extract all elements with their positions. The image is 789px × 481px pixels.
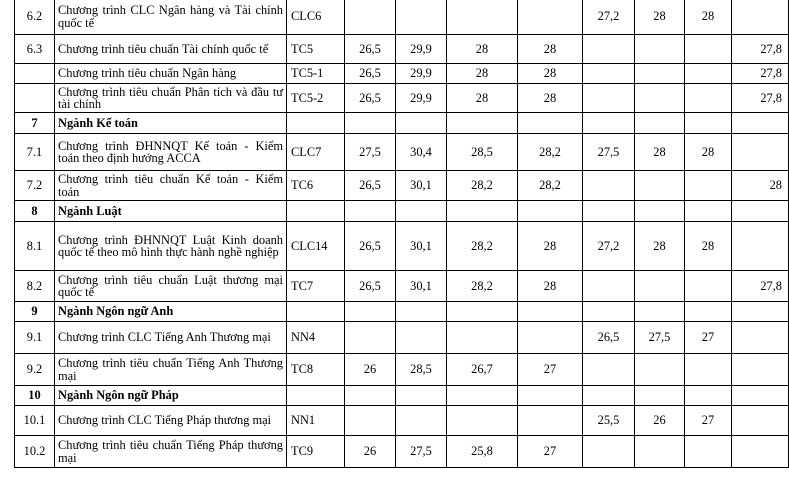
empty-cell (635, 302, 685, 322)
score-cell (345, 0, 396, 35)
score-cell (583, 171, 635, 201)
program-name-cell: Chương trình ĐHNNQT Kế toán - Kiểm toán theo định hướng ACCA (55, 134, 287, 171)
score-cell: 30,4 (396, 134, 447, 171)
table-row (15, 171, 789, 201)
score-cell: 27,5 (345, 134, 396, 171)
table-row (15, 84, 789, 113)
row-number-cell: 9.2 (15, 354, 55, 386)
score-cell (732, 134, 789, 171)
program-name-cell: Chương trình ĐHNNQT Luật Kinh doanh quốc tế theo mô hình thực hành nghề nghiệp (55, 222, 287, 271)
empty-cell (396, 386, 447, 406)
score-cell (396, 406, 447, 436)
score-cell: 28,5 (447, 134, 518, 171)
score-cell: 27 (685, 406, 732, 436)
empty-cell (518, 113, 583, 134)
row-number-cell: 7.2 (15, 171, 55, 201)
program-name-cell: Chương trình tiêu chuẩn Tiếng Anh Thương mại (55, 354, 287, 386)
score-cell: 30,1 (396, 171, 447, 201)
program-name-cell: Chương trình tiêu chuẩn Ngân hàng (55, 64, 287, 84)
score-cell: 28 (685, 134, 732, 171)
score-cell: 29,9 (396, 84, 447, 113)
row-number-cell: 8.2 (15, 271, 55, 302)
row-number-cell: 10.2 (15, 436, 55, 468)
section-header-row (15, 113, 789, 134)
row-number-cell: 8 (15, 201, 55, 222)
score-cell: 28 (635, 134, 685, 171)
score-cell: 27,2 (583, 222, 635, 271)
row-number-cell: 6.2 (15, 0, 55, 35)
program-code-cell: TC5 (287, 35, 345, 64)
row-number-cell (15, 84, 55, 113)
row-number-cell: 10.1 (15, 406, 55, 436)
score-cell: 28,2 (518, 171, 583, 201)
empty-cell (583, 201, 635, 222)
score-cell (518, 322, 583, 354)
empty-cell (635, 113, 685, 134)
score-cell: 27,5 (583, 134, 635, 171)
row-number-cell: 10 (15, 386, 55, 406)
score-cell: 29,9 (396, 35, 447, 64)
program-code-cell: CLC6 (287, 0, 345, 35)
row-number-cell: 9 (15, 302, 55, 322)
table-row (15, 271, 789, 302)
program-name-cell: Chương trình CLC Tiếng Pháp thương mại (55, 406, 287, 436)
score-cell: 28,5 (396, 354, 447, 386)
score-cell (583, 84, 635, 113)
empty-cell (518, 302, 583, 322)
score-cell (345, 322, 396, 354)
program-name-cell: Chương trình CLC Ngân hàng và Tài chính quốc tế (55, 0, 287, 35)
score-cell: 26,5 (345, 35, 396, 64)
program-name-cell: Chương trình CLC Tiếng Anh Thương mại (55, 322, 287, 354)
program-name-cell: Chương trình tiêu chuẩn Luật thương mại quốc tế (55, 271, 287, 302)
score-cell (447, 0, 518, 35)
score-cell (732, 0, 789, 35)
empty-cell (518, 201, 583, 222)
score-cell (635, 84, 685, 113)
row-number-cell: 9.1 (15, 322, 55, 354)
program-code-cell: TC5-2 (287, 84, 345, 113)
score-cell: 26,5 (345, 64, 396, 84)
score-cell: 27 (518, 354, 583, 386)
score-cell: 28 (685, 222, 732, 271)
score-cell: 26 (345, 436, 396, 468)
score-cell (396, 0, 447, 35)
score-cell (685, 354, 732, 386)
section-title-cell: Ngành Ngôn ngữ Anh (55, 302, 287, 322)
score-cell: 26,5 (345, 84, 396, 113)
score-cell (732, 322, 789, 354)
score-cell: 27 (685, 322, 732, 354)
score-cell (635, 35, 685, 64)
empty-cell (345, 113, 396, 134)
score-cell: 28,2 (447, 171, 518, 201)
score-cell (732, 436, 789, 468)
score-cell: 28 (447, 64, 518, 84)
score-cell: 26,5 (345, 222, 396, 271)
section-title-cell: Ngành Ngôn ngữ Pháp (55, 386, 287, 406)
empty-cell (635, 201, 685, 222)
score-cell (732, 222, 789, 271)
table-row (15, 406, 789, 436)
row-number-cell: 7.1 (15, 134, 55, 171)
score-cell (635, 354, 685, 386)
empty-cell (732, 302, 789, 322)
score-cell: 27,8 (732, 84, 789, 113)
score-cell (732, 354, 789, 386)
row-number-cell (15, 64, 55, 84)
table-row (15, 35, 789, 64)
empty-cell (396, 201, 447, 222)
empty-cell (685, 386, 732, 406)
score-cell: 28 (635, 222, 685, 271)
score-cell (685, 64, 732, 84)
empty-cell (732, 113, 789, 134)
empty-cell (345, 201, 396, 222)
score-cell: 26,5 (345, 171, 396, 201)
score-cell (685, 271, 732, 302)
score-cell: 27,8 (732, 64, 789, 84)
score-cell: 28 (732, 171, 789, 201)
score-cell: 28,2 (447, 222, 518, 271)
score-cell (396, 322, 447, 354)
program-code-cell: CLC14 (287, 222, 345, 271)
empty-cell (583, 386, 635, 406)
section-header-row (15, 386, 789, 406)
table-row (15, 222, 789, 271)
program-code-cell: TC9 (287, 436, 345, 468)
program-name-cell: Chương trình tiêu chuẩn Phân tích và đầu tư tài chính (55, 84, 287, 113)
score-cell (583, 64, 635, 84)
row-number-cell: 6.3 (15, 35, 55, 64)
score-cell: 28 (447, 35, 518, 64)
score-cell: 26 (635, 406, 685, 436)
empty-cell (287, 113, 345, 134)
score-cell: 27,8 (732, 271, 789, 302)
empty-cell (345, 302, 396, 322)
section-title-cell: Ngành Kế toán (55, 113, 287, 134)
empty-cell (447, 201, 518, 222)
program-name-cell: Chương trình tiêu chuẩn Tài chính quốc tế (55, 35, 287, 64)
score-cell: 26,5 (583, 322, 635, 354)
table-row (15, 354, 789, 386)
score-cell: 30,1 (396, 222, 447, 271)
score-cell: 28,2 (447, 271, 518, 302)
program-name-cell: Chương trình tiêu chuẩn Tiếng Pháp thương mại (55, 436, 287, 468)
empty-cell (583, 302, 635, 322)
score-cell: 27,8 (732, 35, 789, 64)
score-cell: 27 (518, 436, 583, 468)
program-code-cell: TC8 (287, 354, 345, 386)
table-row (15, 322, 789, 354)
empty-cell (635, 386, 685, 406)
score-cell (732, 406, 789, 436)
program-code-cell: TC7 (287, 271, 345, 302)
table-row (15, 134, 789, 171)
empty-cell (685, 302, 732, 322)
score-cell: 28 (518, 271, 583, 302)
empty-cell (287, 386, 345, 406)
program-code-cell: TC5-1 (287, 64, 345, 84)
empty-cell (518, 386, 583, 406)
score-cell (583, 436, 635, 468)
empty-cell (685, 201, 732, 222)
score-cell: 26,7 (447, 354, 518, 386)
score-cell: 28 (685, 0, 732, 35)
score-cell (635, 64, 685, 84)
score-cell: 25,8 (447, 436, 518, 468)
score-cell: 28 (447, 84, 518, 113)
section-header-row (15, 302, 789, 322)
row-number-cell: 8.1 (15, 222, 55, 271)
score-cell: 27,5 (396, 436, 447, 468)
empty-cell (732, 201, 789, 222)
score-cell (685, 84, 732, 113)
score-cell (518, 406, 583, 436)
score-cell: 30,1 (396, 271, 447, 302)
score-cell (635, 436, 685, 468)
empty-cell (396, 302, 447, 322)
admission-score-table (14, 0, 789, 468)
score-cell (685, 436, 732, 468)
score-cell (635, 271, 685, 302)
score-cell: 26,5 (345, 271, 396, 302)
score-cell: 27,2 (583, 0, 635, 35)
empty-cell (287, 302, 345, 322)
score-cell (447, 322, 518, 354)
program-name-cell: Chương trình tiêu chuẩn Kế toán - Kiểm toán (55, 171, 287, 201)
score-cell: 28 (518, 35, 583, 64)
score-cell: 28 (518, 84, 583, 113)
program-code-cell: NN1 (287, 406, 345, 436)
score-cell: 25,5 (583, 406, 635, 436)
score-cell: 28 (635, 0, 685, 35)
score-cell (518, 0, 583, 35)
empty-cell (396, 113, 447, 134)
score-cell (635, 171, 685, 201)
score-cell: 28,2 (518, 134, 583, 171)
program-code-cell: NN4 (287, 322, 345, 354)
empty-cell (732, 386, 789, 406)
score-cell: 28 (518, 222, 583, 271)
score-cell (345, 406, 396, 436)
section-title-cell: Ngành Luật (55, 201, 287, 222)
score-cell (583, 354, 635, 386)
score-cell (583, 35, 635, 64)
table-row (15, 64, 789, 84)
empty-cell (287, 201, 345, 222)
program-code-cell: TC6 (287, 171, 345, 201)
score-cell: 27,5 (635, 322, 685, 354)
score-cell (583, 271, 635, 302)
score-cell (685, 35, 732, 64)
section-header-row (15, 201, 789, 222)
empty-cell (447, 302, 518, 322)
empty-cell (345, 386, 396, 406)
row-number-cell: 7 (15, 113, 55, 134)
score-cell: 28 (518, 64, 583, 84)
empty-cell (685, 113, 732, 134)
empty-cell (447, 386, 518, 406)
score-cell (447, 406, 518, 436)
table-row (15, 0, 789, 35)
score-cell: 29,9 (396, 64, 447, 84)
score-cell (685, 171, 732, 201)
program-code-cell: CLC7 (287, 134, 345, 171)
table-row (15, 436, 789, 468)
score-cell: 26 (345, 354, 396, 386)
empty-cell (583, 113, 635, 134)
empty-cell (447, 113, 518, 134)
